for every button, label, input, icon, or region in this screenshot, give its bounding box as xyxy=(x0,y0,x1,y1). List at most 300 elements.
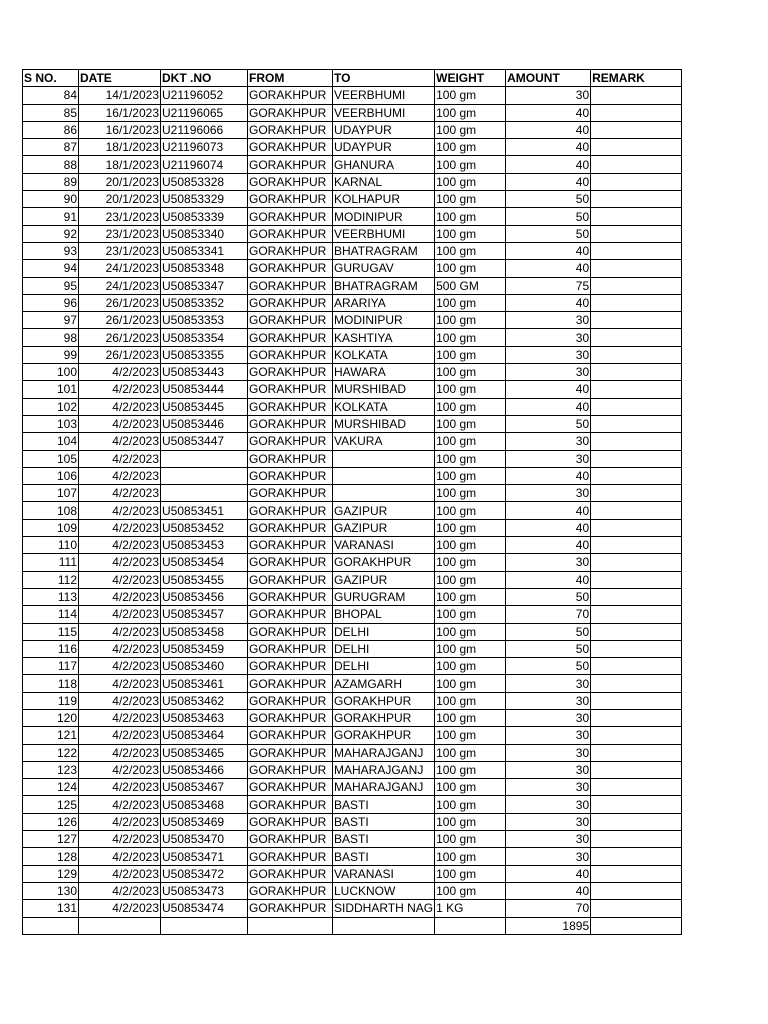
to-cell[interactable]: LUCKNOW xyxy=(333,882,435,899)
amount-cell[interactable]: 50 xyxy=(506,208,591,225)
dkt-no-cell[interactable]: U50853347 xyxy=(161,277,248,294)
from-cell[interactable]: GORAKHPUR xyxy=(248,450,333,467)
weight-cell[interactable] xyxy=(435,917,506,934)
weight-cell[interactable]: 100 gm xyxy=(435,571,506,588)
amount-cell[interactable]: 50 xyxy=(506,191,591,208)
dkt-no-cell[interactable]: U50853447 xyxy=(161,433,248,450)
to-cell[interactable]: SIDDHARTH NAG xyxy=(334,901,434,916)
weight-cell[interactable]: 100 gm xyxy=(435,554,506,571)
date-cell[interactable]: 4/2/2023 xyxy=(79,485,161,502)
remark-cell[interactable] xyxy=(591,571,682,588)
weight-cell[interactable]: 100 gm xyxy=(435,606,506,623)
from-cell[interactable]: GORAKHPUR xyxy=(248,882,333,899)
sno-cell[interactable]: 94 xyxy=(23,260,79,277)
sno-cell[interactable]: 111 xyxy=(23,554,79,571)
remark-cell[interactable] xyxy=(591,294,682,311)
from-cell[interactable]: GORAKHPUR xyxy=(248,191,333,208)
dkt-no-cell[interactable]: U21196073 xyxy=(161,139,248,156)
dkt-no-cell[interactable]: U50853354 xyxy=(161,329,248,346)
remark-cell[interactable] xyxy=(591,831,682,848)
weight-cell[interactable]: 100 gm xyxy=(435,329,506,346)
remark-cell[interactable] xyxy=(591,779,682,796)
weight-cell[interactable]: 100 gm xyxy=(435,467,506,484)
amount-cell[interactable]: 30 xyxy=(506,796,591,813)
sno-cell[interactable]: 84 xyxy=(23,87,79,104)
remark-cell[interactable] xyxy=(591,658,682,675)
from-cell[interactable]: GORAKHPUR xyxy=(248,398,333,415)
weight-cell[interactable]: 100 gm xyxy=(435,156,506,173)
weight-cell[interactable]: 100 gm xyxy=(435,623,506,640)
to-cell[interactable]: KOLHAPUR xyxy=(333,191,435,208)
weight-cell[interactable]: 100 gm xyxy=(435,415,506,432)
sno-cell[interactable]: 127 xyxy=(23,831,79,848)
remark-cell[interactable] xyxy=(591,173,682,190)
date-cell[interactable]: 24/1/2023 xyxy=(79,260,161,277)
date-cell[interactable]: 4/2/2023 xyxy=(79,640,161,657)
to-cell[interactable]: KASHTIYA xyxy=(333,329,435,346)
from-cell[interactable]: GORAKHPUR xyxy=(248,415,333,432)
sno-cell[interactable]: 95 xyxy=(23,277,79,294)
sno-cell[interactable]: 107 xyxy=(23,485,79,502)
weight-cell[interactable]: 100 gm xyxy=(435,121,506,138)
remark-cell[interactable] xyxy=(591,191,682,208)
weight-cell[interactable]: 100 gm xyxy=(435,242,506,259)
dkt-no-cell[interactable]: U50853348 xyxy=(161,260,248,277)
dkt-no-cell[interactable]: U50853355 xyxy=(161,346,248,363)
from-cell[interactable]: GORAKHPUR xyxy=(248,225,333,242)
amount-cell[interactable]: 40 xyxy=(506,865,591,882)
dkt-no-cell[interactable]: U50853472 xyxy=(161,865,248,882)
sno-cell[interactable]: 90 xyxy=(23,191,79,208)
amount-cell[interactable]: 30 xyxy=(506,848,591,865)
sno-cell[interactable]: 89 xyxy=(23,173,79,190)
sno-cell[interactable]: 108 xyxy=(23,502,79,519)
to-cell[interactable]: BASTI xyxy=(333,796,435,813)
from-cell[interactable]: GORAKHPUR xyxy=(248,779,333,796)
weight-cell[interactable]: 100 gm xyxy=(435,761,506,778)
amount-cell[interactable]: 40 xyxy=(506,398,591,415)
to-cell[interactable]: GHANURA xyxy=(333,156,435,173)
from-cell[interactable]: GORAKHPUR xyxy=(248,796,333,813)
to-cell[interactable]: KOLKATA xyxy=(333,398,435,415)
weight-cell[interactable]: 100 gm xyxy=(435,502,506,519)
weight-cell[interactable]: 100 gm xyxy=(435,294,506,311)
amount-cell[interactable]: 30 xyxy=(506,727,591,744)
dkt-no-cell[interactable]: U50853328 xyxy=(161,173,248,190)
dkt-no-cell[interactable] xyxy=(161,485,248,502)
to-cell[interactable] xyxy=(333,917,435,934)
remark-cell[interactable] xyxy=(591,242,682,259)
remark-cell[interactable] xyxy=(591,312,682,329)
from-cell[interactable]: GORAKHPUR xyxy=(248,865,333,882)
weight-cell[interactable]: 100 gm xyxy=(435,208,506,225)
from-cell[interactable]: GORAKHPUR xyxy=(248,571,333,588)
from-cell[interactable]: GORAKHPUR xyxy=(248,294,333,311)
sno-cell[interactable]: 123 xyxy=(23,761,79,778)
date-cell[interactable]: 4/2/2023 xyxy=(79,606,161,623)
date-cell[interactable]: 14/1/2023 xyxy=(79,87,161,104)
date-cell[interactable]: 4/2/2023 xyxy=(79,761,161,778)
date-cell[interactable]: 4/2/2023 xyxy=(79,675,161,692)
sno-cell[interactable]: 106 xyxy=(23,467,79,484)
to-cell[interactable]: HAWARA xyxy=(333,364,435,381)
to-cell[interactable]: BHATRAGRAM xyxy=(333,277,435,294)
sno-cell[interactable]: 121 xyxy=(23,727,79,744)
amount-cell[interactable]: 50 xyxy=(506,623,591,640)
sno-cell[interactable]: 125 xyxy=(23,796,79,813)
amount-cell[interactable]: 50 xyxy=(506,640,591,657)
weight-cell[interactable]: 100 gm xyxy=(435,882,506,899)
sno-cell[interactable]: 98 xyxy=(23,329,79,346)
sno-cell[interactable]: 91 xyxy=(23,208,79,225)
date-cell[interactable]: 23/1/2023 xyxy=(79,208,161,225)
remark-cell[interactable] xyxy=(591,519,682,536)
from-cell[interactable]: GORAKHPUR xyxy=(248,381,333,398)
remark-cell[interactable] xyxy=(591,882,682,899)
sno-cell[interactable]: 85 xyxy=(23,104,79,121)
dkt-no-cell[interactable]: U50853451 xyxy=(161,502,248,519)
dkt-no-cell[interactable]: U50853459 xyxy=(161,640,248,657)
date-cell[interactable]: 4/2/2023 xyxy=(79,831,161,848)
dkt-no-cell[interactable]: U50853460 xyxy=(161,658,248,675)
remark-cell[interactable] xyxy=(591,208,682,225)
from-cell[interactable]: GORAKHPUR xyxy=(248,139,333,156)
sno-cell[interactable]: 88 xyxy=(23,156,79,173)
to-cell[interactable]: BHOPAL xyxy=(333,606,435,623)
dkt-no-cell[interactable]: U50853464 xyxy=(161,727,248,744)
from-cell[interactable]: GORAKHPUR xyxy=(248,156,333,173)
remark-cell[interactable] xyxy=(591,260,682,277)
sno-cell[interactable]: 100 xyxy=(23,364,79,381)
remark-cell[interactable] xyxy=(591,346,682,363)
amount-cell[interactable]: 40 xyxy=(506,260,591,277)
amount-cell[interactable]: 40 xyxy=(506,467,591,484)
date-cell[interactable]: 4/2/2023 xyxy=(79,779,161,796)
date-cell[interactable]: 4/2/2023 xyxy=(79,796,161,813)
weight-cell[interactable]: 500 GM xyxy=(435,277,506,294)
weight-cell[interactable]: 100 gm xyxy=(435,709,506,726)
sno-cell[interactable]: 113 xyxy=(23,588,79,605)
dkt-no-cell[interactable]: U50853466 xyxy=(161,761,248,778)
to-cell[interactable]: MAHARAJGANJ xyxy=(333,761,435,778)
amount-cell[interactable]: 30 xyxy=(506,329,591,346)
amount-cell[interactable]: 30 xyxy=(506,346,591,363)
sno-cell[interactable]: 96 xyxy=(23,294,79,311)
to-cell[interactable]: AZAMGARH xyxy=(333,675,435,692)
remark-cell[interactable] xyxy=(591,502,682,519)
date-cell[interactable]: 4/2/2023 xyxy=(79,571,161,588)
dkt-no-cell[interactable]: U50853474 xyxy=(161,900,248,917)
dkt-no-cell[interactable]: U50853458 xyxy=(161,623,248,640)
from-cell[interactable]: GORAKHPUR xyxy=(248,242,333,259)
remark-cell[interactable] xyxy=(591,813,682,830)
sno-cell[interactable]: 114 xyxy=(23,606,79,623)
from-cell[interactable] xyxy=(248,917,333,934)
dkt-no-cell[interactable]: U50853340 xyxy=(161,225,248,242)
from-cell[interactable]: GORAKHPUR xyxy=(248,692,333,709)
to-cell[interactable]: MURSHIBAD xyxy=(333,415,435,432)
from-cell[interactable]: GORAKHPUR xyxy=(248,260,333,277)
weight-cell[interactable]: 100 gm xyxy=(435,848,506,865)
date-cell[interactable]: 4/2/2023 xyxy=(79,450,161,467)
amount-cell[interactable]: 50 xyxy=(506,588,591,605)
sno-cell[interactable] xyxy=(23,917,79,934)
amount-cell[interactable]: 40 xyxy=(506,139,591,156)
sno-cell[interactable]: 102 xyxy=(23,398,79,415)
from-cell[interactable]: GORAKHPUR xyxy=(248,606,333,623)
remark-cell[interactable] xyxy=(591,381,682,398)
date-cell[interactable]: 26/1/2023 xyxy=(79,312,161,329)
dkt-no-cell[interactable]: U50853473 xyxy=(161,882,248,899)
dkt-no-cell[interactable]: U21196065 xyxy=(161,104,248,121)
from-cell[interactable]: GORAKHPUR xyxy=(248,364,333,381)
date-cell[interactable]: 23/1/2023 xyxy=(79,242,161,259)
amount-cell[interactable]: 30 xyxy=(506,675,591,692)
remark-cell[interactable] xyxy=(591,692,682,709)
amount-cell[interactable]: 40 xyxy=(506,381,591,398)
sno-cell[interactable]: 128 xyxy=(23,848,79,865)
amount-cell[interactable]: 40 xyxy=(506,571,591,588)
amount-cell[interactable]: 40 xyxy=(506,104,591,121)
date-cell[interactable]: 24/1/2023 xyxy=(79,277,161,294)
from-cell[interactable]: GORAKHPUR xyxy=(248,537,333,554)
from-cell[interactable]: GORAKHPUR xyxy=(248,709,333,726)
date-cell[interactable]: 23/1/2023 xyxy=(79,225,161,242)
date-cell[interactable]: 4/2/2023 xyxy=(79,709,161,726)
dkt-no-cell[interactable]: U50853446 xyxy=(161,415,248,432)
amount-cell[interactable]: 30 xyxy=(506,744,591,761)
from-cell[interactable]: GORAKHPUR xyxy=(248,761,333,778)
from-cell[interactable]: GORAKHPUR xyxy=(248,831,333,848)
to-cell[interactable]: MURSHIBAD xyxy=(333,381,435,398)
date-cell[interactable]: 4/2/2023 xyxy=(79,554,161,571)
dkt-no-cell[interactable] xyxy=(161,467,248,484)
amount-cell[interactable]: 40 xyxy=(506,173,591,190)
from-cell[interactable]: GORAKHPUR xyxy=(248,658,333,675)
date-cell[interactable]: 26/1/2023 xyxy=(79,294,161,311)
dkt-no-cell[interactable]: U50853339 xyxy=(161,208,248,225)
weight-cell[interactable]: 100 gm xyxy=(435,779,506,796)
remark-cell[interactable] xyxy=(591,588,682,605)
remark-cell[interactable] xyxy=(591,467,682,484)
dkt-no-cell[interactable]: U21196066 xyxy=(161,121,248,138)
column-header-date[interactable]: DATE xyxy=(79,70,161,87)
remark-cell[interactable] xyxy=(591,415,682,432)
weight-cell[interactable]: 100 gm xyxy=(435,537,506,554)
to-cell[interactable]: MAHARAJGANJ xyxy=(333,779,435,796)
dkt-no-cell[interactable]: U50853470 xyxy=(161,831,248,848)
remark-cell[interactable] xyxy=(591,796,682,813)
weight-cell[interactable]: 100 gm xyxy=(435,104,506,121)
date-cell[interactable]: 4/2/2023 xyxy=(79,415,161,432)
date-cell[interactable]: 4/2/2023 xyxy=(79,813,161,830)
amount-cell[interactable]: 30 xyxy=(506,831,591,848)
dkt-no-cell[interactable]: U50853443 xyxy=(161,364,248,381)
weight-cell[interactable]: 100 gm xyxy=(435,727,506,744)
weight-cell[interactable]: 100 gm xyxy=(435,831,506,848)
dkt-no-cell[interactable]: U50853469 xyxy=(161,813,248,830)
remark-cell[interactable] xyxy=(591,848,682,865)
amount-cell[interactable]: 30 xyxy=(506,709,591,726)
remark-cell[interactable] xyxy=(591,744,682,761)
amount-cell[interactable]: 40 xyxy=(506,156,591,173)
from-cell[interactable]: GORAKHPUR xyxy=(248,640,333,657)
remark-cell[interactable] xyxy=(591,900,682,917)
remark-cell[interactable] xyxy=(591,104,682,121)
to-cell[interactable]: DELHI xyxy=(333,623,435,640)
from-cell[interactable]: GORAKHPUR xyxy=(248,502,333,519)
amount-cell[interactable]: 40 xyxy=(506,882,591,899)
sno-cell[interactable]: 92 xyxy=(23,225,79,242)
sno-cell[interactable]: 124 xyxy=(23,779,79,796)
remark-cell[interactable] xyxy=(591,121,682,138)
remark-cell[interactable] xyxy=(591,675,682,692)
to-cell[interactable]: BASTI xyxy=(333,831,435,848)
to-cell[interactable]: KARNAL xyxy=(333,173,435,190)
remark-cell[interactable] xyxy=(591,450,682,467)
sno-cell[interactable]: 119 xyxy=(23,692,79,709)
sno-cell[interactable]: 116 xyxy=(23,640,79,657)
dkt-no-cell[interactable]: U50853454 xyxy=(161,554,248,571)
remark-cell[interactable] xyxy=(591,329,682,346)
remark-cell[interactable] xyxy=(591,433,682,450)
to-cell[interactable]: DELHI xyxy=(333,640,435,657)
sno-cell[interactable]: 97 xyxy=(23,312,79,329)
from-cell[interactable]: GORAKHPUR xyxy=(248,900,333,917)
amount-cell[interactable]: 40 xyxy=(506,537,591,554)
dkt-no-cell[interactable]: U50853467 xyxy=(161,779,248,796)
date-cell[interactable]: 4/2/2023 xyxy=(79,381,161,398)
remark-cell[interactable] xyxy=(591,225,682,242)
amount-cell[interactable]: 30 xyxy=(506,433,591,450)
date-cell[interactable]: 4/2/2023 xyxy=(79,502,161,519)
date-cell[interactable]: 4/2/2023 xyxy=(79,467,161,484)
sno-cell[interactable]: 115 xyxy=(23,623,79,640)
weight-cell[interactable]: 100 gm xyxy=(435,658,506,675)
weight-cell[interactable]: 100 gm xyxy=(435,588,506,605)
weight-cell[interactable]: 100 gm xyxy=(435,87,506,104)
date-cell[interactable]: 16/1/2023 xyxy=(79,104,161,121)
to-cell[interactable] xyxy=(333,485,435,502)
dkt-no-cell[interactable]: U50853465 xyxy=(161,744,248,761)
amount-cell[interactable]: 40 xyxy=(506,519,591,536)
remark-cell[interactable] xyxy=(591,139,682,156)
dkt-no-cell[interactable]: U50853456 xyxy=(161,588,248,605)
to-cell[interactable]: GORAKHPUR xyxy=(333,554,435,571)
sno-cell[interactable]: 109 xyxy=(23,519,79,536)
date-cell[interactable] xyxy=(79,917,161,934)
sno-cell[interactable]: 131 xyxy=(23,900,79,917)
date-cell[interactable]: 4/2/2023 xyxy=(79,865,161,882)
weight-cell[interactable]: 100 gm xyxy=(435,364,506,381)
remark-cell[interactable] xyxy=(591,640,682,657)
remark-cell[interactable] xyxy=(591,485,682,502)
from-cell[interactable]: GORAKHPUR xyxy=(248,467,333,484)
amount-cell[interactable]: 30 xyxy=(506,779,591,796)
remark-cell[interactable] xyxy=(591,554,682,571)
weight-cell[interactable]: 100 gm xyxy=(435,519,506,536)
to-cell[interactable]: UDAYPUR xyxy=(333,139,435,156)
dkt-no-cell[interactable]: U50853353 xyxy=(161,312,248,329)
date-cell[interactable]: 4/2/2023 xyxy=(79,398,161,415)
date-cell[interactable]: 20/1/2023 xyxy=(79,173,161,190)
weight-cell[interactable]: 100 gm xyxy=(435,191,506,208)
dkt-no-cell[interactable]: U50853457 xyxy=(161,606,248,623)
sno-cell[interactable]: 93 xyxy=(23,242,79,259)
column-header-amount[interactable]: AMOUNT xyxy=(506,70,591,87)
weight-cell[interactable]: 100 gm xyxy=(435,346,506,363)
amount-cell[interactable]: 30 xyxy=(506,450,591,467)
weight-cell[interactable]: 100 gm xyxy=(435,485,506,502)
to-cell[interactable]: GURUGRAM xyxy=(333,588,435,605)
amount-cell[interactable]: 1895 xyxy=(506,917,591,934)
remark-cell[interactable] xyxy=(591,87,682,104)
column-header-sno[interactable]: S NO. xyxy=(23,70,79,87)
dkt-no-cell[interactable]: U50853468 xyxy=(161,796,248,813)
from-cell[interactable]: GORAKHPUR xyxy=(248,675,333,692)
amount-cell[interactable]: 70 xyxy=(506,606,591,623)
column-header-from[interactable]: FROM xyxy=(248,70,333,87)
to-cell[interactable]: BHATRAGRAM xyxy=(333,242,435,259)
amount-cell[interactable]: 30 xyxy=(506,485,591,502)
amount-cell[interactable]: 50 xyxy=(506,658,591,675)
amount-cell[interactable]: 40 xyxy=(506,294,591,311)
date-cell[interactable]: 4/2/2023 xyxy=(79,727,161,744)
sno-cell[interactable]: 129 xyxy=(23,865,79,882)
sno-cell[interactable]: 105 xyxy=(23,450,79,467)
date-cell[interactable]: 4/2/2023 xyxy=(79,519,161,536)
to-cell[interactable]: VAKURA xyxy=(333,433,435,450)
remark-cell[interactable] xyxy=(591,709,682,726)
to-cell[interactable] xyxy=(333,467,435,484)
to-cell[interactable]: MODINIPUR xyxy=(333,208,435,225)
amount-cell[interactable]: 50 xyxy=(506,225,591,242)
to-cell[interactable]: DELHI xyxy=(333,658,435,675)
weight-cell[interactable]: 100 gm xyxy=(435,865,506,882)
from-cell[interactable]: GORAKHPUR xyxy=(248,485,333,502)
remark-cell[interactable] xyxy=(591,917,682,934)
date-cell[interactable]: 4/2/2023 xyxy=(79,658,161,675)
sno-cell[interactable]: 117 xyxy=(23,658,79,675)
column-header-dkt-no[interactable]: DKT .NO xyxy=(161,70,248,87)
dkt-no-cell[interactable]: U50853462 xyxy=(161,692,248,709)
remark-cell[interactable] xyxy=(591,156,682,173)
sno-cell[interactable]: 104 xyxy=(23,433,79,450)
from-cell[interactable]: GORAKHPUR xyxy=(248,588,333,605)
from-cell[interactable]: GORAKHPUR xyxy=(248,727,333,744)
column-header-to[interactable]: TO xyxy=(333,70,435,87)
to-cell[interactable]: GAZIPUR xyxy=(333,502,435,519)
from-cell[interactable]: GORAKHPUR xyxy=(248,312,333,329)
dkt-no-cell[interactable]: U50853455 xyxy=(161,571,248,588)
dkt-no-cell[interactable]: U50853445 xyxy=(161,398,248,415)
from-cell[interactable]: GORAKHPUR xyxy=(248,329,333,346)
to-cell[interactable]: VARANASI xyxy=(333,865,435,882)
from-cell[interactable]: GORAKHPUR xyxy=(248,554,333,571)
from-cell[interactable]: GORAKHPUR xyxy=(248,173,333,190)
date-cell[interactable]: 4/2/2023 xyxy=(79,882,161,899)
from-cell[interactable]: GORAKHPUR xyxy=(248,848,333,865)
remark-cell[interactable] xyxy=(591,727,682,744)
date-cell[interactable]: 4/2/2023 xyxy=(79,692,161,709)
from-cell[interactable]: GORAKHPUR xyxy=(248,433,333,450)
weight-cell[interactable]: 100 gm xyxy=(435,796,506,813)
to-cell[interactable]: BASTI xyxy=(333,848,435,865)
date-cell[interactable]: 4/2/2023 xyxy=(79,537,161,554)
to-cell[interactable]: VEERBHUMI xyxy=(333,225,435,242)
remark-cell[interactable] xyxy=(591,537,682,554)
from-cell[interactable]: GORAKHPUR xyxy=(248,813,333,830)
